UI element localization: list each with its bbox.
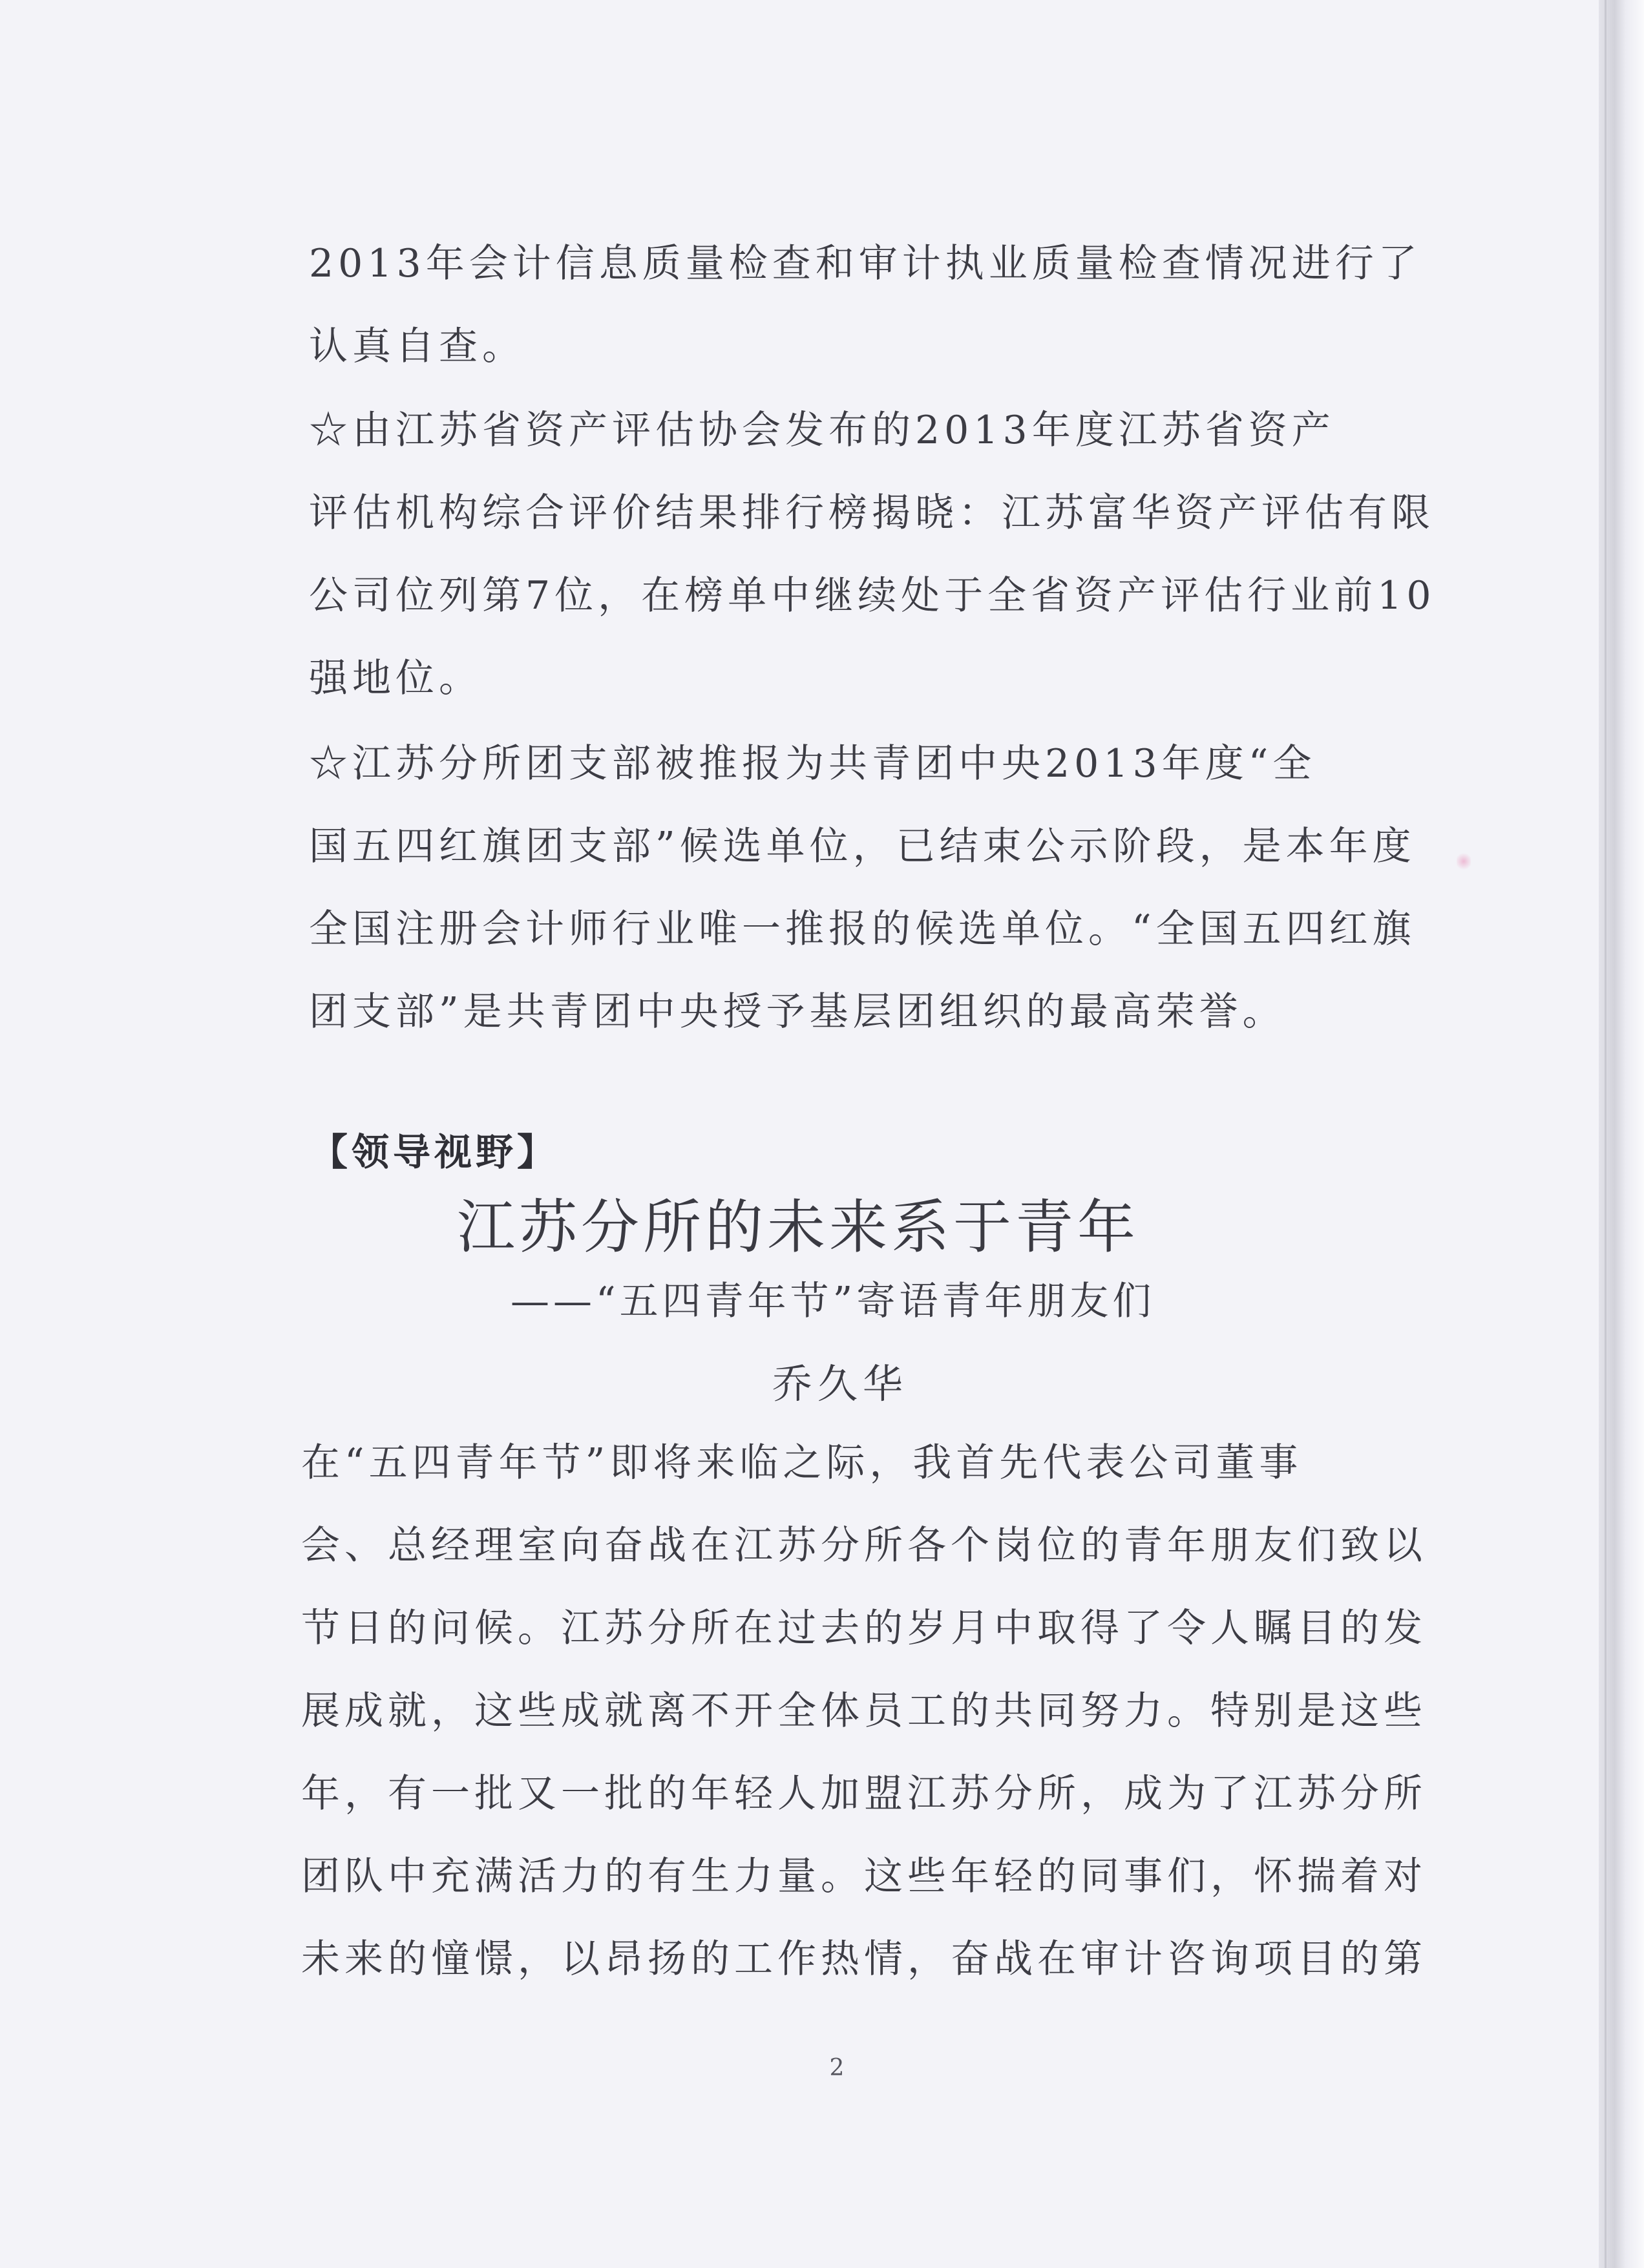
article-subtitle: ——“五四青年节”寄语青年朋友们 — [511, 1279, 1155, 1324]
paragraph-youth-league — [309, 722, 1416, 1053]
page-edge-line — [1605, 0, 1607, 2268]
paragraph-audit-selfcheck — [309, 222, 1422, 388]
paragraph-line: 2013年会计信息质量检查和审计执业质量检查情况进行了 — [309, 241, 1422, 286]
paragraph-line: 团支部”是共青团中央授予基层团组织的最高荣誉。 — [309, 989, 1286, 1034]
paragraph-line: ☆江苏分所团支部被推报为共青团中央2013年度“全 — [309, 741, 1316, 786]
article-body-line: 未来的憧憬，以昂扬的工作热情，奋战在审计咨询项目的第 — [301, 1937, 1427, 1982]
article-body-line: 会、总经理室向奋战在江苏分所各个岗位的青年朋友们致以 — [301, 1523, 1427, 1568]
paragraph-line: 评估机构综合评价结果排行榜揭晓：江苏富华资产评估有限 — [309, 490, 1435, 536]
ink-mark — [1457, 852, 1471, 871]
article-body-line: 团队中充满活力的有生力量。这些年轻的同事们，怀揣着对 — [301, 1854, 1427, 1899]
article-body-line: 年，有一批又一批的年轻人加盟江苏分所，成为了江苏分所 — [301, 1771, 1427, 1816]
article-body-line: 在“五四青年节”即将来临之际，我首先代表公司董事 — [301, 1440, 1303, 1486]
paragraph-line: 公司位列第7位，在榜单中继续处于全省资产评估行业前10 — [309, 573, 1436, 618]
article-body — [301, 1422, 1427, 2000]
paragraph-line: 国五四红旗团支部”候选单位，已结束公示阶段，是本年度 — [309, 824, 1416, 869]
article-title: 江苏分所的未来系于青年 — [457, 1193, 1139, 1261]
paragraph-line: 全国注册会计师行业唯一推报的候选单位。“全国五四红旗 — [309, 907, 1416, 952]
paragraph-line: 认真自查。 — [309, 324, 525, 369]
article-body-line: 节日的问候。江苏分所在过去的岁月中取得了令人瞩目的发 — [301, 1606, 1427, 1651]
paragraph-asset-ranking — [309, 389, 1436, 720]
page-number: 2 — [829, 2055, 845, 2081]
paragraph-line: 强地位。 — [309, 656, 482, 701]
paragraph-line: ☆由江苏省资产评估协会发布的2013年度江苏省资产 — [309, 408, 1335, 453]
article-author: 乔久华 — [772, 1360, 908, 1407]
article-body-line: 展成就，这些成就离不开全体员工的共同努力。特别是这些 — [301, 1688, 1427, 1734]
section-label: 【领导视野】 — [310, 1130, 559, 1174]
